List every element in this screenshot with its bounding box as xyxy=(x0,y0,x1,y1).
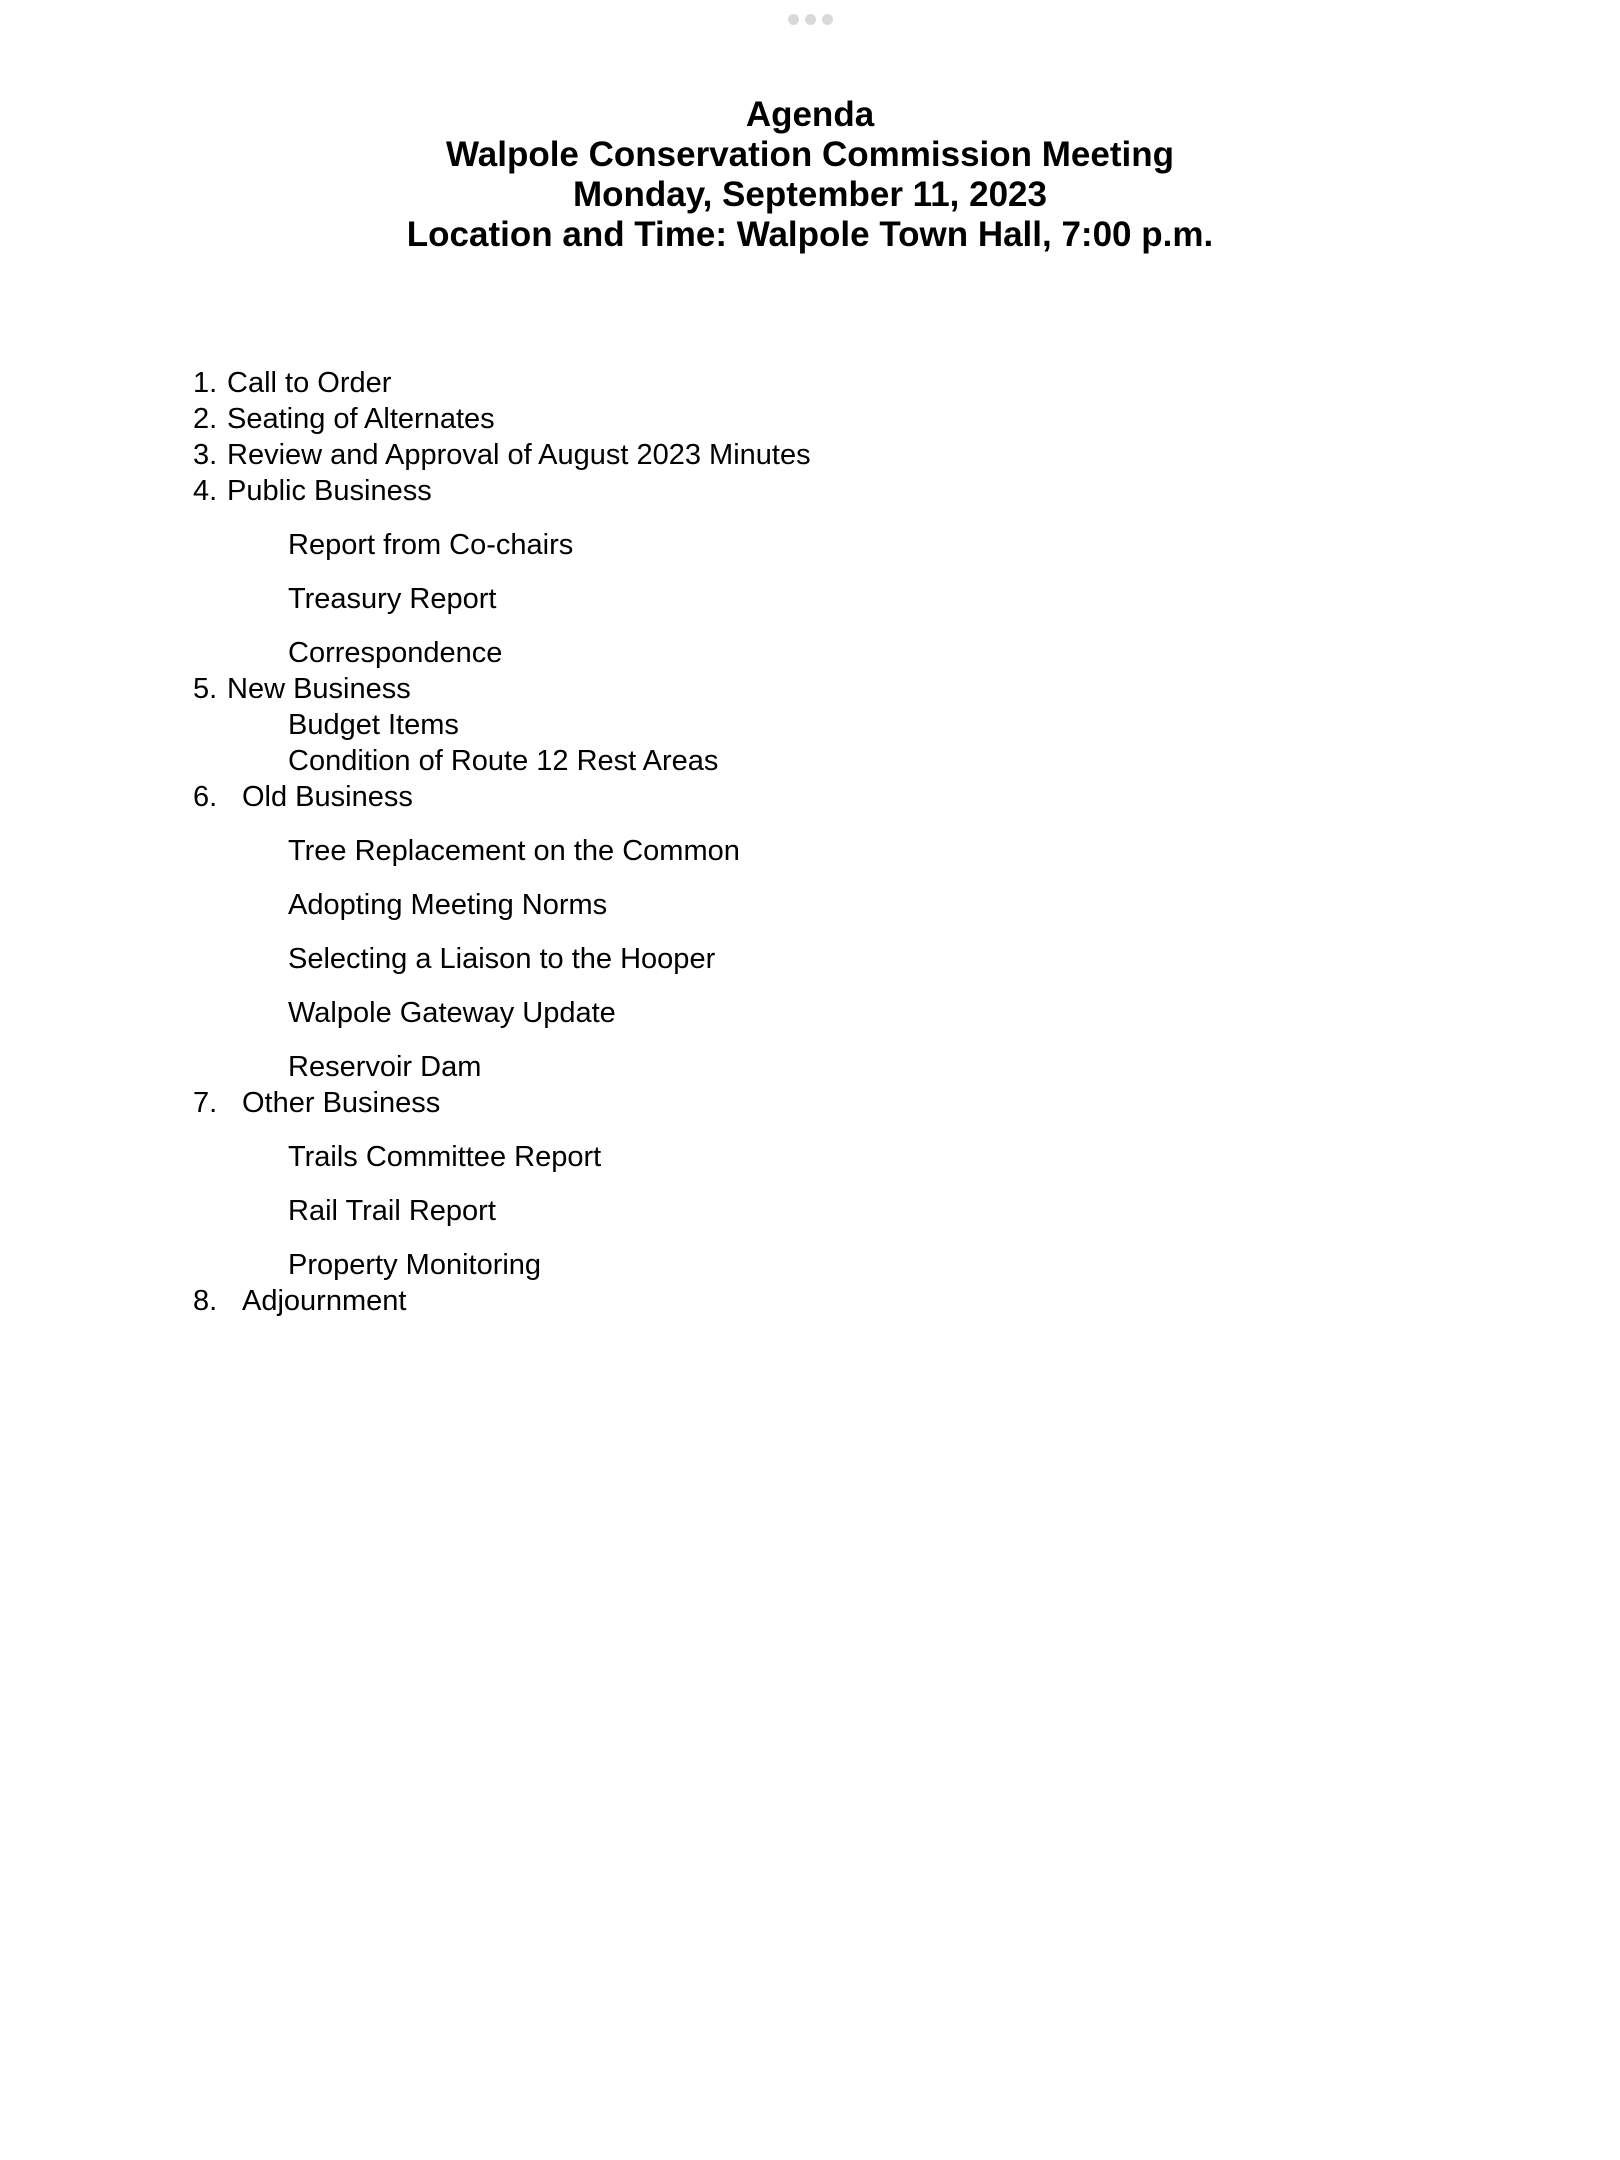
agenda-subitem xyxy=(0,527,1620,563)
agenda-item-1 xyxy=(0,365,1620,401)
item-number: 8. xyxy=(193,1285,218,1317)
agenda-item-3 xyxy=(0,437,1620,473)
subitem-label: Report from Co-chairs xyxy=(288,529,574,561)
agenda-subitem xyxy=(0,743,1620,779)
agenda-subitem xyxy=(0,941,1620,977)
item-label: Public Business xyxy=(227,475,432,507)
agenda-subitem xyxy=(0,707,1620,743)
ellipsis-dot-icon xyxy=(788,14,799,25)
more-options-button[interactable] xyxy=(0,14,1620,25)
item-number: 5. xyxy=(193,673,218,705)
title-line-meeting-name: Walpole Conservation Commission Meeting xyxy=(446,135,1174,174)
item-number: 7. xyxy=(193,1087,218,1119)
ellipsis-dot-icon xyxy=(822,14,833,25)
ellipsis-dot-icon xyxy=(805,14,816,25)
agenda-subitem xyxy=(0,1247,1620,1283)
item-number: 4. xyxy=(193,475,218,507)
document-title xyxy=(0,0,1620,255)
subitem-label: Treasury Report xyxy=(288,583,497,615)
title-line-date: Monday, September 11, 2023 xyxy=(572,175,1047,214)
subitem-label: Adopting Meeting Norms xyxy=(288,889,608,921)
subitem-label: Budget Items xyxy=(288,709,459,741)
agenda-subitem xyxy=(0,833,1620,869)
agenda-subitem xyxy=(0,635,1620,671)
item-label: Adjournment xyxy=(242,1285,407,1317)
agenda-subitem xyxy=(0,1049,1620,1085)
agenda-item-7 xyxy=(0,1085,1620,1121)
subitem-label: Walpole Gateway Update xyxy=(288,997,616,1029)
item-label: Seating of Alternates xyxy=(227,403,495,435)
agenda-subitem xyxy=(0,581,1620,617)
item-label: New Business xyxy=(227,673,411,705)
subitem-label: Property Monitoring xyxy=(288,1249,542,1281)
item-number: 1. xyxy=(193,367,218,399)
subitem-label: Reservoir Dam xyxy=(288,1051,482,1083)
title-line-location-time: Location and Time: Walpole Town Hall, 7:00 p.m. xyxy=(406,215,1214,254)
agenda-item-4 xyxy=(0,473,1620,509)
item-number: 2. xyxy=(193,403,218,435)
subitem-label: Selecting a Liaison to the Hooper xyxy=(288,943,716,975)
item-number: 3. xyxy=(193,439,218,471)
agenda-subitem xyxy=(0,1193,1620,1229)
agenda-item-8 xyxy=(0,1283,1620,1319)
agenda-subitem xyxy=(0,1139,1620,1175)
item-label: Review and Approval of August 2023 Minutes xyxy=(227,439,811,471)
agenda-subitem xyxy=(0,887,1620,923)
subitem-label: Trails Committee Report xyxy=(288,1141,602,1173)
title-line-agenda: Agenda xyxy=(745,95,875,134)
agenda-list xyxy=(0,365,1620,1319)
agenda-subitem xyxy=(0,995,1620,1031)
subitem-label: Tree Replacement on the Common xyxy=(288,835,740,867)
item-label: Call to Order xyxy=(227,367,392,399)
subitem-label: Correspondence xyxy=(288,637,503,669)
subitem-label: Rail Trail Report xyxy=(288,1195,496,1227)
item-number: 6. xyxy=(193,781,218,813)
agenda-item-6 xyxy=(0,779,1620,815)
subitem-label: Condition of Route 12 Rest Areas xyxy=(288,745,719,777)
item-label: Other Business xyxy=(242,1087,441,1119)
item-label: Old Business xyxy=(242,781,413,813)
agenda-item-2 xyxy=(0,401,1620,437)
agenda-item-5 xyxy=(0,671,1620,707)
